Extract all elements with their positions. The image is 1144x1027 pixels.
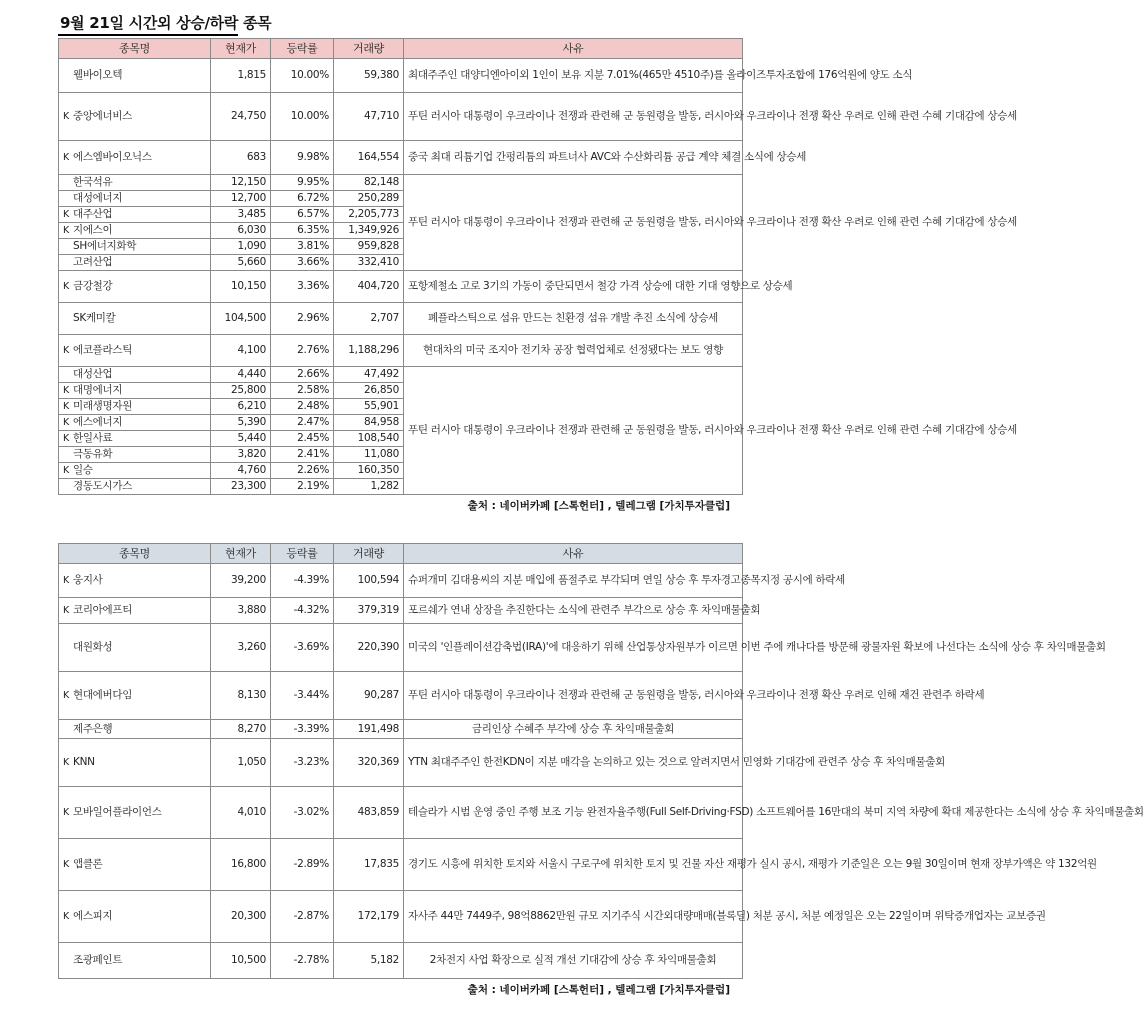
volume-cell: 164,554 bbox=[334, 141, 404, 175]
stock-name: 조광페인트 bbox=[73, 954, 123, 966]
stock-name: 앱클론 bbox=[73, 858, 103, 870]
price-cell: 5,440 bbox=[211, 431, 271, 447]
table-row bbox=[59, 564, 743, 598]
volume-cell: 2,707 bbox=[334, 303, 404, 335]
stock-name: 에스엠바이오닉스 bbox=[73, 151, 152, 163]
price-cell: 12,150 bbox=[211, 175, 271, 191]
table-row bbox=[59, 943, 743, 979]
header-name: 종목명 bbox=[59, 39, 211, 59]
reason-cell: YTN 최대주주인 한전KDN이 지분 매각을 논의하고 있는 것으로 알려지면서 민영화 기대감에 관련주 상승 후 차익매물출회 bbox=[404, 739, 743, 787]
reason-cell: 미국의 '인플레이션감축법(IRA)'에 대응하기 위해 산업통상자원부가 이르면 이번 주에 캐나다를 방문해 광물자원 확보에 나선다는 소식에 상승 후 차익매물출회 bbox=[404, 624, 743, 672]
table-header-row bbox=[59, 544, 743, 564]
rate-cell: 3.36% bbox=[271, 271, 334, 303]
volume-cell: 172,179 bbox=[334, 891, 404, 943]
market-marker: K bbox=[63, 225, 69, 236]
header-volume: 거래량 bbox=[334, 39, 404, 59]
rate-cell: -3.02% bbox=[271, 787, 334, 839]
volume-cell: 250,289 bbox=[334, 191, 404, 207]
rate-cell: 9.95% bbox=[271, 175, 334, 191]
stock-name: 고려산업 bbox=[73, 256, 113, 268]
stock-name-cell bbox=[59, 141, 211, 175]
stock-name-cell bbox=[59, 271, 211, 303]
rate-cell: -3.69% bbox=[271, 624, 334, 672]
rate-cell: 2.58% bbox=[271, 383, 334, 399]
stock-name: 지에스이 bbox=[73, 224, 113, 236]
stock-name: 제주은행 bbox=[73, 722, 113, 735]
price-cell: 4,440 bbox=[211, 367, 271, 383]
price-cell: 3,820 bbox=[211, 447, 271, 463]
price-cell: 10,500 bbox=[211, 943, 271, 979]
price-cell: 3,485 bbox=[211, 207, 271, 223]
stock-name: 대명에너지 bbox=[73, 384, 123, 396]
stock-name-cell bbox=[59, 479, 211, 495]
reason-cell: 현대차의 미국 조지아 전기차 공장 협력업체로 선정됐다는 보도 영향 bbox=[404, 335, 743, 367]
volume-cell: 1,282 bbox=[334, 479, 404, 495]
price-cell: 1,050 bbox=[211, 739, 271, 787]
rate-cell: 3.66% bbox=[271, 255, 334, 271]
stock-name-cell bbox=[59, 399, 211, 415]
market-marker: K bbox=[63, 465, 69, 476]
header-volume: 거래량 bbox=[334, 544, 404, 564]
volume-cell: 100,594 bbox=[334, 564, 404, 598]
market-marker: K bbox=[63, 111, 69, 122]
stock-name-cell bbox=[59, 59, 211, 93]
market-marker: K bbox=[63, 859, 69, 870]
market-marker: K bbox=[63, 209, 69, 220]
market-marker: K bbox=[63, 152, 69, 163]
table-row bbox=[59, 720, 743, 739]
stock-name: 대주산업 bbox=[73, 208, 113, 220]
volume-cell: 220,390 bbox=[334, 624, 404, 672]
rate-cell: -3.44% bbox=[271, 672, 334, 720]
reason-cell: 경기도 시흥에 위치한 토지와 서울시 구로구에 위치한 토지 및 건물 자산 재평가 실시 공시, 재평가 기준일은 오는 9월 30일이며 현재 장부가액은 약 132억원 bbox=[404, 839, 743, 891]
market-marker: K bbox=[63, 757, 69, 768]
rate-cell: -4.39% bbox=[271, 564, 334, 598]
table-row bbox=[59, 839, 743, 891]
price-cell: 5,390 bbox=[211, 415, 271, 431]
volume-cell: 320,369 bbox=[334, 739, 404, 787]
volume-cell: 332,410 bbox=[334, 255, 404, 271]
stock-name: 대원화성 bbox=[73, 641, 113, 653]
source-note: 출처 : 네이버카페 [스톡헌터] , 텔레그램 [가치투자클럽] bbox=[467, 984, 730, 996]
stock-name-cell bbox=[59, 191, 211, 207]
reason-cell: 슈퍼개미 김대용씨의 지분 매입에 품절주로 부각되며 연일 상승 후 투자경고종목지정 공시에 하락세 bbox=[404, 564, 743, 598]
rate-cell: 2.76% bbox=[271, 335, 334, 367]
rate-cell: 3.81% bbox=[271, 239, 334, 255]
stock-name: 금강철강 bbox=[73, 280, 113, 292]
table-row bbox=[59, 672, 743, 720]
market-marker: K bbox=[63, 690, 69, 701]
rate-cell: 2.19% bbox=[271, 479, 334, 495]
table-row bbox=[59, 624, 743, 672]
market-marker: K bbox=[63, 433, 69, 444]
stock-name-cell bbox=[59, 739, 211, 787]
market-marker: K bbox=[63, 385, 69, 396]
rate-cell: 2.45% bbox=[271, 431, 334, 447]
market-marker: K bbox=[63, 911, 69, 922]
rate-cell: 2.47% bbox=[271, 415, 334, 431]
reason-cell: 최대주주인 대양디엔아이외 1인이 보유 지분 7.01%(465만 4510주)를 올라이즈투자조합에 176억원에 양도 소식 bbox=[404, 59, 743, 93]
rate-cell: -3.39% bbox=[271, 720, 334, 739]
header-reason: 사유 bbox=[404, 39, 743, 59]
price-cell: 8,270 bbox=[211, 720, 271, 739]
price-cell: 4,760 bbox=[211, 463, 271, 479]
stock-name-cell bbox=[59, 303, 211, 335]
stock-name: 일승 bbox=[73, 464, 93, 476]
volume-cell: 108,540 bbox=[334, 431, 404, 447]
stock-name: SK케미칼 bbox=[73, 312, 116, 324]
stock-name: 한국석유 bbox=[73, 176, 113, 188]
volume-cell: 47,492 bbox=[334, 367, 404, 383]
rate-cell: 6.35% bbox=[271, 223, 334, 239]
stock-name-cell bbox=[59, 255, 211, 271]
volume-cell: 191,498 bbox=[334, 720, 404, 739]
price-cell: 25,800 bbox=[211, 383, 271, 399]
header-price: 현재가 bbox=[211, 39, 271, 59]
rate-cell: -2.78% bbox=[271, 943, 334, 979]
stock-name: 코리아에프티 bbox=[73, 604, 133, 616]
stock-name-cell bbox=[59, 463, 211, 479]
price-cell: 16,800 bbox=[211, 839, 271, 891]
market-marker: K bbox=[63, 281, 69, 292]
stock-name: 중앙에너비스 bbox=[73, 110, 133, 122]
stock-name-cell bbox=[59, 672, 211, 720]
stock-name: KNN bbox=[73, 756, 95, 768]
stock-name: 경동도시가스 bbox=[73, 480, 133, 492]
volume-cell: 90,287 bbox=[334, 672, 404, 720]
rate-cell: 2.96% bbox=[271, 303, 334, 335]
table-row bbox=[59, 787, 743, 839]
rate-cell: -2.89% bbox=[271, 839, 334, 891]
table-header-row bbox=[59, 39, 743, 59]
price-cell: 23,300 bbox=[211, 479, 271, 495]
market-marker: K bbox=[63, 401, 69, 412]
price-cell: 3,260 bbox=[211, 624, 271, 672]
market-marker: K bbox=[63, 417, 69, 428]
reason-cell: 2차전지 사업 확장으로 실적 개선 기대감에 상승 후 차익매물출회 bbox=[404, 943, 743, 979]
rate-cell: 2.41% bbox=[271, 447, 334, 463]
price-cell: 6,210 bbox=[211, 399, 271, 415]
table-row bbox=[59, 141, 743, 175]
price-cell: 3,880 bbox=[211, 598, 271, 624]
volume-cell: 26,850 bbox=[334, 383, 404, 399]
rate-cell: 2.48% bbox=[271, 399, 334, 415]
stock-name-cell bbox=[59, 335, 211, 367]
reason-cell: 자사주 44만 7449주, 98억8862만원 규모 지기주식 시간외대량매매(블록딜) 처분 공시, 처분 예정일은 오는 22일이며 위탁증개업자는 교보증권 bbox=[404, 891, 743, 943]
rate-cell: 6.57% bbox=[271, 207, 334, 223]
rate-cell: 10.00% bbox=[271, 93, 334, 141]
reason-cell: 테슬라가 시범 운영 중인 주행 보조 기능 완전자율주행(Full Self-Driving·FSD) 소프트웨어를 16만대의 북미 지역 차량에 확대 제공한다는 소식에 상승 후 차익매물출회 bbox=[404, 787, 743, 839]
stock-name-cell bbox=[59, 383, 211, 399]
reason-cell: 폐플라스틱으로 섬유 만드는 친환경 섬유 개발 추진 소식에 상승세 bbox=[404, 303, 743, 335]
stock-name: 한일사료 bbox=[73, 432, 113, 444]
volume-cell: 11,080 bbox=[334, 447, 404, 463]
volume-cell: 59,380 bbox=[334, 59, 404, 93]
title-underline bbox=[58, 34, 238, 36]
volume-cell: 1,188,296 bbox=[334, 335, 404, 367]
rate-cell: 9.98% bbox=[271, 141, 334, 175]
table-row bbox=[59, 175, 743, 191]
stock-name: 에스피지 bbox=[73, 910, 113, 922]
volume-cell: 379,319 bbox=[334, 598, 404, 624]
volume-cell: 84,958 bbox=[334, 415, 404, 431]
stock-name: 대성에너지 bbox=[73, 192, 123, 204]
stock-name: 현대에버다임 bbox=[73, 689, 133, 701]
stock-name-cell bbox=[59, 624, 211, 672]
page-title: 9월 21일 시간외 상승/하락 종목 bbox=[60, 14, 272, 32]
price-cell: 8,130 bbox=[211, 672, 271, 720]
table-row bbox=[59, 93, 743, 141]
stock-name-cell bbox=[59, 175, 211, 191]
market-marker: K bbox=[63, 605, 69, 616]
header-rate: 등락률 bbox=[271, 39, 334, 59]
rate-cell: 6.72% bbox=[271, 191, 334, 207]
reason-cell: 푸틴 러시아 대통령이 우크라이나 전쟁과 관련해 군 동원령을 발동, 러시아와 우크라이나 전쟁 확산 우려로 인해 관련 수혜 기대감에 상승세 bbox=[404, 175, 743, 271]
price-cell: 5,660 bbox=[211, 255, 271, 271]
volume-cell: 2,205,773 bbox=[334, 207, 404, 223]
volume-cell: 959,828 bbox=[334, 239, 404, 255]
volume-cell: 5,182 bbox=[334, 943, 404, 979]
stock-name-cell bbox=[59, 891, 211, 943]
stock-name-cell bbox=[59, 839, 211, 891]
price-cell: 20,300 bbox=[211, 891, 271, 943]
price-cell: 1,815 bbox=[211, 59, 271, 93]
stock-name: 모바일어플라이언스 bbox=[73, 806, 162, 818]
stock-name: 극동유화 bbox=[73, 448, 113, 460]
reason-cell: 푸틴 러시아 대통령이 우크라이나 전쟁과 관련해 군 동원령을 발동, 러시아와 우크라이나 전쟁 확산 우려로 인해 재건 관련주 하락세 bbox=[404, 672, 743, 720]
volume-cell: 17,835 bbox=[334, 839, 404, 891]
market-marker: K bbox=[63, 575, 69, 586]
price-cell: 6,030 bbox=[211, 223, 271, 239]
stock-name: 에스에너지 bbox=[73, 416, 123, 428]
volume-cell: 1,349,926 bbox=[334, 223, 404, 239]
table-row bbox=[59, 271, 743, 303]
rising-stocks-table bbox=[58, 38, 1017, 495]
stock-name-cell bbox=[59, 239, 211, 255]
stock-name-cell bbox=[59, 787, 211, 839]
price-cell: 4,100 bbox=[211, 335, 271, 367]
rate-cell: -4.32% bbox=[271, 598, 334, 624]
table-row bbox=[59, 303, 743, 335]
stock-name-cell bbox=[59, 223, 211, 239]
price-cell: 104,500 bbox=[211, 303, 271, 335]
rate-cell: -2.87% bbox=[271, 891, 334, 943]
price-cell: 10,150 bbox=[211, 271, 271, 303]
stock-name-cell bbox=[59, 367, 211, 383]
volume-cell: 82,148 bbox=[334, 175, 404, 191]
rate-cell: 2.26% bbox=[271, 463, 334, 479]
header-price: 현재가 bbox=[211, 544, 271, 564]
price-cell: 1,090 bbox=[211, 239, 271, 255]
volume-cell: 47,710 bbox=[334, 93, 404, 141]
table-row bbox=[59, 367, 743, 383]
table-row bbox=[59, 59, 743, 93]
price-cell: 12,700 bbox=[211, 191, 271, 207]
volume-cell: 404,720 bbox=[334, 271, 404, 303]
stock-name-cell bbox=[59, 431, 211, 447]
table-row bbox=[59, 335, 743, 367]
stock-name-cell bbox=[59, 943, 211, 979]
header-reason: 사유 bbox=[404, 544, 743, 564]
price-cell: 39,200 bbox=[211, 564, 271, 598]
volume-cell: 483,859 bbox=[334, 787, 404, 839]
stock-name-cell bbox=[59, 447, 211, 463]
stock-name: 에코플라스틱 bbox=[73, 344, 133, 356]
market-marker: K bbox=[63, 345, 69, 356]
volume-cell: 160,350 bbox=[334, 463, 404, 479]
market-marker: K bbox=[63, 807, 69, 818]
rate-cell: 10.00% bbox=[271, 59, 334, 93]
header-name: 종목명 bbox=[59, 544, 211, 564]
reason-cell: 중국 최대 리튬기업 간펑리튬의 파트너사 AVC와 수산화리튬 공급 계약 체결 소식에 상승세 bbox=[404, 141, 743, 175]
stock-name: 대성산업 bbox=[73, 368, 113, 380]
reason-cell: 푸틴 러시아 대통령이 우크라이나 전쟁과 관련해 군 동원령을 발동, 러시아와 우크라이나 전쟁 확산 우려로 인해 관련 수혜 기대감에 상승세 bbox=[404, 367, 743, 495]
stock-name: 웰바이오텍 bbox=[73, 69, 123, 81]
price-cell: 24,750 bbox=[211, 93, 271, 141]
falling-stocks-table bbox=[58, 543, 1144, 979]
rate-cell: -3.23% bbox=[271, 739, 334, 787]
stock-name-cell bbox=[59, 415, 211, 431]
price-cell: 4,010 bbox=[211, 787, 271, 839]
header-rate: 등락률 bbox=[271, 544, 334, 564]
stock-name-cell bbox=[59, 564, 211, 598]
table-row bbox=[59, 739, 743, 787]
stock-name-cell bbox=[59, 720, 211, 739]
table-row bbox=[59, 598, 743, 624]
reason-cell: 포항제철소 고로 3기의 가동이 중단되면서 철강 가격 상승에 대한 기대 영향으로 상승세 bbox=[404, 271, 743, 303]
reason-cell: 푸틴 러시아 대통령이 우크라이나 전쟁과 관련해 군 동원령을 발동, 러시아와 우크라이나 전쟁 확산 우려로 인해 관련 수혜 기대감에 상승세 bbox=[404, 93, 743, 141]
stock-name-cell bbox=[59, 93, 211, 141]
stock-name: 웅지사 bbox=[73, 574, 103, 586]
volume-cell: 55,901 bbox=[334, 399, 404, 415]
reason-cell: 금리인상 수혜주 부각에 상승 후 차익매물출회 bbox=[404, 720, 743, 739]
stock-name-cell bbox=[59, 598, 211, 624]
table-row bbox=[59, 891, 743, 943]
rate-cell: 2.66% bbox=[271, 367, 334, 383]
stock-name: SH에너지화학 bbox=[73, 240, 137, 252]
reason-cell: 포르쉐가 연내 상장을 추진한다는 소식에 관련주 부각으로 상승 후 차익매물출회 bbox=[404, 598, 743, 624]
stock-name: 미래생명자원 bbox=[73, 400, 133, 412]
stock-name-cell bbox=[59, 207, 211, 223]
source-note: 출처 : 네이버카페 [스톡헌터] , 텔레그램 [가치투자클럽] bbox=[467, 500, 730, 512]
price-cell: 683 bbox=[211, 141, 271, 175]
